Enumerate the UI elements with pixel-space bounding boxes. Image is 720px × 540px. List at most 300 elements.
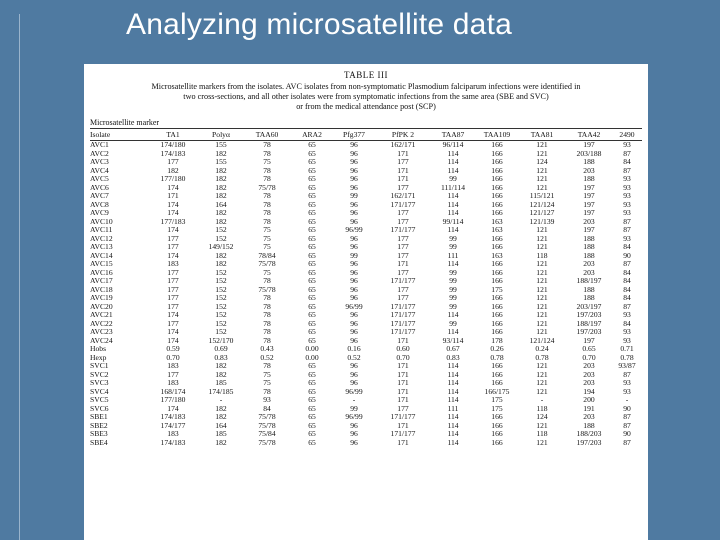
table-cell: 171 (397, 335, 409, 345)
table-cell: 121/127 (529, 208, 555, 217)
caption-line: two cross-sections, and all other isolates were from symptomatic infections from the same area (SBE and SVC) (183, 92, 549, 101)
table-cell: 78 (263, 191, 271, 200)
table-cell: 174 (167, 225, 179, 234)
isolate-cell: SVC3 (90, 378, 109, 387)
table-cell: 197 (583, 335, 595, 345)
table-cell: 182 (215, 208, 227, 217)
table-cell: 188 (583, 420, 595, 430)
table-cell: 0.69 (214, 344, 228, 353)
isolate-cell: AVC1 (90, 140, 109, 149)
isolate-cell: AVC12 (90, 233, 113, 243)
table-cell: 99 (449, 242, 457, 251)
table-cell: 78 (263, 301, 271, 311)
table-cell: 96 (350, 293, 358, 302)
table-cell: 177 (167, 284, 179, 294)
table-cell: 177 (397, 403, 409, 413)
table-cell: 65 (308, 293, 316, 302)
table-cell: 0.70 (582, 352, 596, 362)
table-cell: 203 (583, 361, 595, 370)
table-cell: 177 (167, 318, 179, 328)
table-cell: 99 (449, 318, 457, 328)
table-cell: 197 (583, 182, 595, 192)
table-cell: 166 (491, 242, 503, 251)
table-body (90, 141, 642, 448)
table-cell: 174/177 (160, 420, 186, 430)
table-cell: 65 (308, 148, 316, 158)
table-cell: 178 (491, 335, 503, 345)
table-cell: 96 (350, 267, 358, 277)
table-cell: 65 (308, 165, 316, 175)
table-cell: 78 (263, 327, 271, 336)
table-cell: 65 (308, 310, 316, 319)
table-cell: 96 (350, 208, 358, 217)
isolate-cell: AVC13 (90, 242, 113, 251)
table-cell: 65 (308, 327, 316, 336)
table-cell: 188 (583, 174, 595, 183)
table-cell: 75/78 (258, 284, 276, 294)
table-cell: 152 (215, 293, 227, 302)
column-header: Isolate (90, 129, 146, 141)
table-cell: 0.71 (620, 344, 634, 353)
table-cell: 182 (215, 174, 227, 183)
table-cell: 188 (583, 250, 595, 260)
table-cell: 75 (263, 369, 271, 379)
table-cell: 171 (397, 386, 409, 396)
table-cell: 197 (583, 225, 595, 234)
table-cell: 84 (623, 157, 631, 166)
table-cell: 75/78 (258, 412, 276, 421)
table-cell: 96/99 (345, 386, 363, 396)
table-cell: 182 (215, 250, 227, 260)
table-cell: 149/152 (208, 242, 234, 251)
isolate-cell: AVC21 (90, 310, 113, 319)
table-cell: 203 (583, 412, 595, 421)
table-cell: 96 (350, 182, 358, 192)
table-cell: 203/197 (576, 301, 602, 311)
isolate-cell: SVC2 (90, 369, 109, 379)
table-cell: 177 (167, 369, 179, 379)
table-cell: 171 (397, 148, 409, 158)
table-cell: 99 (449, 301, 457, 311)
table-row (90, 439, 642, 448)
table-cell: 65 (308, 276, 316, 285)
table-cell: 84 (623, 242, 631, 251)
table-cell: 78 (263, 293, 271, 302)
table-cell: 197/203 (576, 327, 602, 336)
table-cell: 166 (491, 310, 503, 319)
isolate-cell: AVC19 (90, 293, 113, 302)
table-cell: 90 (623, 250, 631, 260)
table-cell: 65 (308, 242, 316, 251)
table-cell: 114 (447, 369, 459, 379)
table-cell: 171 (397, 378, 409, 387)
table-cell: 84 (623, 318, 631, 328)
table-cell: 191 (583, 403, 595, 413)
isolate-cell: AVC22 (90, 318, 113, 328)
table-caption (90, 82, 642, 112)
table-cell: 121 (536, 420, 548, 430)
table-cell: 197 (583, 208, 595, 217)
isolate-cell: SBE4 (90, 437, 108, 447)
table-cell: 168/174 (160, 386, 186, 396)
table-cell: 93 (623, 378, 631, 387)
table-cell: 0.00 (305, 344, 319, 353)
table-cell: 121 (536, 318, 548, 328)
table-cell: 121 (536, 310, 548, 319)
table-cell: 166 (491, 191, 503, 200)
table-cell: 183 (167, 259, 179, 268)
table-cell: 182 (167, 165, 179, 175)
column-header: PfPK 2 (376, 129, 430, 141)
table-cell: 111 (447, 403, 459, 413)
table-cell: 185 (215, 429, 227, 438)
table-cell: 65 (308, 157, 316, 166)
table-cell: - (219, 395, 223, 404)
table-cell: 65 (308, 403, 316, 413)
table-cell: 114 (447, 208, 459, 217)
table-cell: 99 (449, 233, 457, 243)
table-cell: 90 (623, 403, 631, 413)
table-cell: 65 (308, 216, 316, 226)
table-cell: 93 (623, 182, 631, 192)
table-cell: 177 (397, 157, 409, 166)
table-cell: 114 (447, 225, 459, 234)
table-cell: 75/78 (258, 437, 276, 447)
table-cell: - (352, 395, 356, 404)
isolate-cell: SBE2 (90, 420, 108, 430)
table-cell: 166/175 (484, 386, 510, 396)
table-cell: 121 (536, 369, 548, 379)
isolate-cell: AVC24 (90, 335, 113, 345)
table-cell: 93 (623, 386, 631, 396)
table-cell: 114 (447, 199, 459, 209)
table-cell: 182 (215, 403, 227, 413)
table-cell: 114 (447, 378, 459, 387)
table-cell: 166 (491, 301, 503, 311)
table-cell: 65 (308, 199, 316, 209)
caption-line: or from the medical attendance post (SCP) (296, 102, 436, 111)
table-cell: 0.67 (446, 344, 460, 353)
table-cell: 0.00 (305, 352, 319, 362)
table-cell: 96/99 (345, 225, 363, 234)
table-cell: 174 (167, 208, 179, 217)
table-cell: 114 (447, 259, 459, 268)
table-cell: 194 (583, 386, 595, 396)
table-cell: 152 (215, 284, 227, 294)
table-cell: 121 (536, 276, 548, 285)
table-cell: 84 (623, 293, 631, 302)
table-cell: 65 (308, 267, 316, 277)
table-cell: 96 (350, 199, 358, 209)
table-cell: 175 (491, 403, 503, 413)
table-cell: 114 (447, 148, 459, 158)
table-cell: 197/203 (576, 310, 602, 319)
table-cell: 182 (215, 369, 227, 379)
table-cell: - (625, 395, 629, 404)
table-cell: 121 (536, 225, 548, 234)
table-cell: 93 (623, 233, 631, 243)
table-cell: 93 (623, 140, 631, 149)
table-cell: 155 (215, 157, 227, 166)
table-cell: 99 (449, 293, 457, 302)
table-cell: 171/177 (390, 327, 416, 336)
table-cell: 203 (583, 369, 595, 379)
table-cell: 166 (491, 429, 503, 438)
isolate-cell: AVC4 (90, 165, 109, 175)
table-cell: 171 (397, 369, 409, 379)
table-cell: 0.59 (166, 344, 180, 353)
table-cell: 177 (397, 216, 409, 226)
table-cell: 65 (308, 284, 316, 294)
table-cell: 203 (583, 267, 595, 277)
table-cell: 75 (263, 225, 271, 234)
table-cell: 177 (167, 267, 179, 277)
column-header: 2490 (612, 129, 642, 141)
table-cell: 171/177 (390, 301, 416, 311)
table-cell: 111/114 (440, 182, 466, 192)
table-cell: 96 (350, 335, 358, 345)
table-cell: 96/99 (345, 412, 363, 421)
table-cell: 188 (583, 242, 595, 251)
table-cell: 0.83 (446, 352, 460, 362)
table-cell: 182 (215, 361, 227, 370)
table-cell: 121 (536, 293, 548, 302)
table-cell: 65 (308, 233, 316, 243)
table-cell: 87 (623, 148, 631, 158)
table-cell: 65 (308, 437, 316, 447)
table-cell: 200 (583, 395, 595, 404)
table-cell: 65 (308, 191, 316, 200)
table-cell: 65 (308, 301, 316, 311)
table-cell: 0.16 (347, 344, 361, 353)
table-cell: 78 (263, 310, 271, 319)
table-cell: 65 (308, 182, 316, 192)
table-cell: 121 (536, 267, 548, 277)
table-cell: 65 (308, 395, 316, 404)
table-cell: 0.70 (396, 352, 410, 362)
table-cell: 78 (263, 199, 271, 209)
table-cell: 171/177 (390, 318, 416, 328)
table-cell: 166 (491, 165, 503, 175)
table-cell: 99/114 (442, 216, 464, 226)
table-cell: 96 (350, 361, 358, 370)
table-cell: 65 (308, 378, 316, 387)
isolate-cell: SVC6 (90, 403, 109, 413)
isolate-cell: Hobs (90, 344, 107, 353)
table-cell: 65 (308, 420, 316, 430)
column-header: TAA87 (430, 129, 476, 141)
column-header: TAA81 (518, 129, 566, 141)
table-cell: 65 (308, 208, 316, 217)
table-cell: 87 (623, 412, 631, 421)
table-label: TABLE III (343, 70, 388, 80)
table-cell: 174 (167, 327, 179, 336)
table-cell: 0.24 (535, 344, 549, 353)
table-cell: 84 (623, 267, 631, 277)
table-cell: 93 (623, 208, 631, 217)
table-cell: 203/188 (576, 148, 602, 158)
table-cell: 121 (536, 386, 548, 396)
table-cell: 87 (623, 259, 631, 268)
table-cell: 166 (491, 420, 503, 430)
table-cell: 121 (536, 140, 548, 149)
table-cell: 152/170 (208, 335, 234, 345)
table-cell: 171/177 (390, 412, 416, 421)
isolate-cell: AVC6 (90, 182, 109, 192)
table-cell: 175 (491, 284, 503, 294)
table-cell: 171/177 (390, 225, 416, 234)
table-cell: 188 (583, 233, 595, 243)
table-cell: 87 (623, 369, 631, 379)
table-cell: 114 (447, 157, 459, 166)
table-cell: 75/78 (258, 182, 276, 192)
table-cell: 182 (215, 191, 227, 200)
table-cell: 118 (536, 403, 548, 413)
table-cell: 174 (167, 403, 179, 413)
column-header: Polyα (200, 129, 242, 141)
table-cell: 65 (308, 318, 316, 328)
isolate-cell: AVC3 (90, 157, 109, 166)
table-cell: 65 (308, 429, 316, 438)
markers-label: Microsatellite marker (90, 118, 160, 127)
column-header: Pfg377 (332, 129, 376, 141)
isolate-cell: AVC7 (90, 191, 109, 200)
table-cell: 96 (350, 165, 358, 175)
table-cell: 183 (167, 429, 179, 438)
table-cell: 65 (308, 174, 316, 183)
table-cell: 177/180 (160, 174, 186, 183)
microsatellite-table (90, 128, 642, 447)
table-cell: 177 (167, 242, 179, 251)
table-cell: 121 (536, 182, 548, 192)
table-cell: 177 (397, 293, 409, 302)
table-cell: 0.70 (166, 352, 180, 362)
table-cell: 96/114 (442, 140, 464, 149)
table-cell: 188 (583, 293, 595, 302)
table-cell: 177 (397, 284, 409, 294)
table-cell: 78 (263, 318, 271, 328)
table-cell: 96 (350, 174, 358, 183)
table-cell: 166 (491, 378, 503, 387)
table-cell: 166 (491, 208, 503, 217)
table-cell: 99 (350, 250, 358, 260)
table-cell: 96 (350, 420, 358, 430)
table-cell: 197/203 (576, 437, 602, 447)
table-cell: 99 (350, 191, 358, 200)
table-cell: 114 (447, 386, 459, 396)
table-cell: 114 (447, 361, 459, 370)
table-cell: 75 (263, 267, 271, 277)
table-cell: 203 (583, 259, 595, 268)
table-cell: 96 (350, 233, 358, 243)
table-cell: 203 (583, 165, 595, 175)
table-cell: 182 (215, 165, 227, 175)
isolate-cell: AVC10 (90, 216, 113, 226)
table-cell: 203 (583, 216, 595, 226)
isolate-cell: AVC11 (90, 225, 113, 234)
table-cell: 174 (167, 182, 179, 192)
isolate-cell: SVC4 (90, 386, 109, 396)
table-cell: 174 (167, 310, 179, 319)
slide-left-rule (19, 14, 20, 540)
table-cell: 75 (263, 233, 271, 243)
table-cell: 121 (536, 242, 548, 251)
table-cell: 0.78 (490, 352, 504, 362)
table-cell: 166 (491, 174, 503, 183)
table-cell: 163 (491, 225, 503, 234)
table-cell: 171/177 (390, 310, 416, 319)
table-cell: 114 (447, 327, 459, 336)
table-cell: 93 (623, 327, 631, 336)
table-cell: 96 (350, 327, 358, 336)
table-cell: 121 (536, 148, 548, 158)
isolate-cell: SBE3 (90, 429, 108, 438)
table-cell: 177 (397, 242, 409, 251)
table-cell: 65 (308, 369, 316, 379)
table-cell: 114 (447, 191, 459, 200)
table-cell: 96 (350, 157, 358, 166)
table-cell: 65 (308, 412, 316, 421)
table-cell: 78 (263, 208, 271, 217)
table-cell: 188 (583, 284, 595, 294)
table-cell: 78 (263, 216, 271, 226)
isolate-cell: AVC17 (90, 276, 113, 285)
table-cell: 182 (215, 148, 227, 158)
table-cell: 99 (449, 284, 457, 294)
table-cell: 155 (215, 140, 227, 149)
table-cell: 121 (536, 378, 548, 387)
table-cell: 65 (308, 386, 316, 396)
table-cell: 78 (263, 335, 271, 345)
table-cell: 166 (491, 199, 503, 209)
table-cell: 164 (215, 199, 227, 209)
table-cell: 87 (623, 437, 631, 447)
table-cell: 166 (491, 259, 503, 268)
table-cell: 152 (215, 318, 227, 328)
table-cell: 166 (491, 157, 503, 166)
isolate-cell: AVC2 (90, 148, 109, 158)
table-cell: 185 (215, 378, 227, 387)
table-cell: 171 (167, 191, 179, 200)
table-cell: 121/124 (529, 199, 555, 209)
table-cell: 166 (491, 412, 503, 421)
table-cell: 152 (215, 276, 227, 285)
table-cell: 121/124 (529, 335, 555, 345)
table-cell: 177 (397, 182, 409, 192)
table-cell: 118 (536, 250, 548, 260)
table-cell: 162/171 (390, 140, 416, 149)
table-cell: 96 (350, 284, 358, 294)
table-cell: 182 (215, 182, 227, 192)
table-cell: 166 (491, 148, 503, 158)
table-cell: 84 (623, 276, 631, 285)
table-cell: 75 (263, 157, 271, 166)
table-cell: 175 (491, 395, 503, 404)
table-cell: 0.78 (535, 352, 549, 362)
table-cell: 93/114 (442, 335, 464, 345)
table-cell: 152 (215, 267, 227, 277)
table-cell: 177/180 (160, 395, 186, 404)
table-cell: 93 (623, 174, 631, 183)
table-cell: 84 (623, 284, 631, 294)
isolate-cell: AVC16 (90, 267, 113, 277)
table-cell: 118 (536, 429, 548, 438)
isolate-cell: Hexp (90, 352, 107, 362)
table-cell: 96 (350, 429, 358, 438)
isolate-cell: AVC14 (90, 250, 113, 260)
table-cell: 96 (350, 378, 358, 387)
table-cell: 0.83 (214, 352, 228, 362)
